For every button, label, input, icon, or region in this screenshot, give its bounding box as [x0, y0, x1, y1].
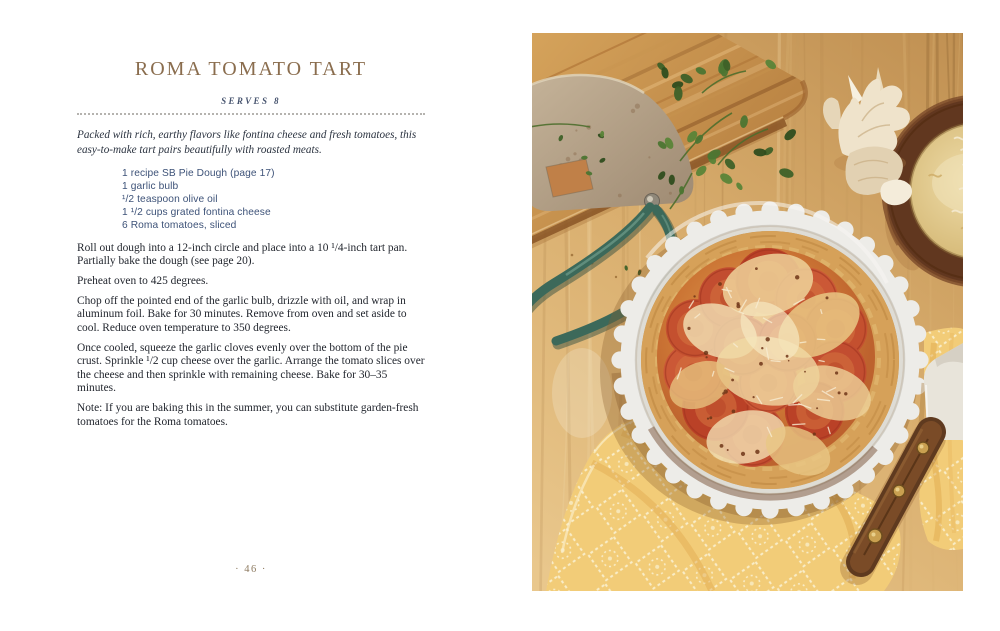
dotted-divider — [77, 113, 425, 115]
step: Chop off the pointed end of the garlic bulb, drizzle with oil, and wrap in aluminum foil. Bake for 30 minutes. Remove from oven and set aside to cool. Reduce oven temperature to 350 degrees. — [77, 294, 407, 334]
instruction-steps — [77, 242, 425, 429]
step: Note: If you are baking this in the summer, you can substitute garden-fresh tomatoes for the Roma tomatoes. — [77, 402, 419, 428]
ingredient-item: 1 recipe SB Pie Dough (page 17) — [122, 168, 275, 180]
tart-photo-illustration — [532, 33, 963, 591]
recipe-title: ROMA TOMATO TART — [134, 58, 368, 80]
page-number: · 46 · — [235, 564, 267, 575]
ingredient-item: 6 Roma tomatoes, sliced — [122, 219, 237, 231]
ingredient-list — [122, 168, 425, 232]
recipe-photo — [532, 33, 963, 591]
step: Preheat oven to 425 degrees. — [77, 274, 209, 287]
step: Once cooled, squeeze the garlic cloves evenly over the bottom of the pie crust. Sprinkle ¹/2 cup cheese over the garlic. Arrange the tomato slices over the cheese and then sprinkle with remaining cheese. Bake for 30–35 minutes. — [77, 341, 425, 395]
step: Roll out dough into a 12-inch circle and place into a 10 ¹/4-inch tart pan. Partially bake the dough (see page 20). — [77, 241, 408, 267]
ingredient-item: 1 ¹/2 cups grated fontina cheese — [122, 206, 271, 218]
ingredient-item: ¹/2 teaspoon olive oil — [122, 194, 218, 205]
serves-label: SERVES 8 — [221, 96, 281, 106]
recipe-page — [77, 58, 425, 435]
recipe-intro: Packed with rich, earthy flavors like fontina cheese and fresh tomatoes, this easy-to-make tart pairs beautifully with roasted meats. — [77, 129, 417, 156]
ingredient-item: 1 garlic bulb — [122, 181, 179, 193]
